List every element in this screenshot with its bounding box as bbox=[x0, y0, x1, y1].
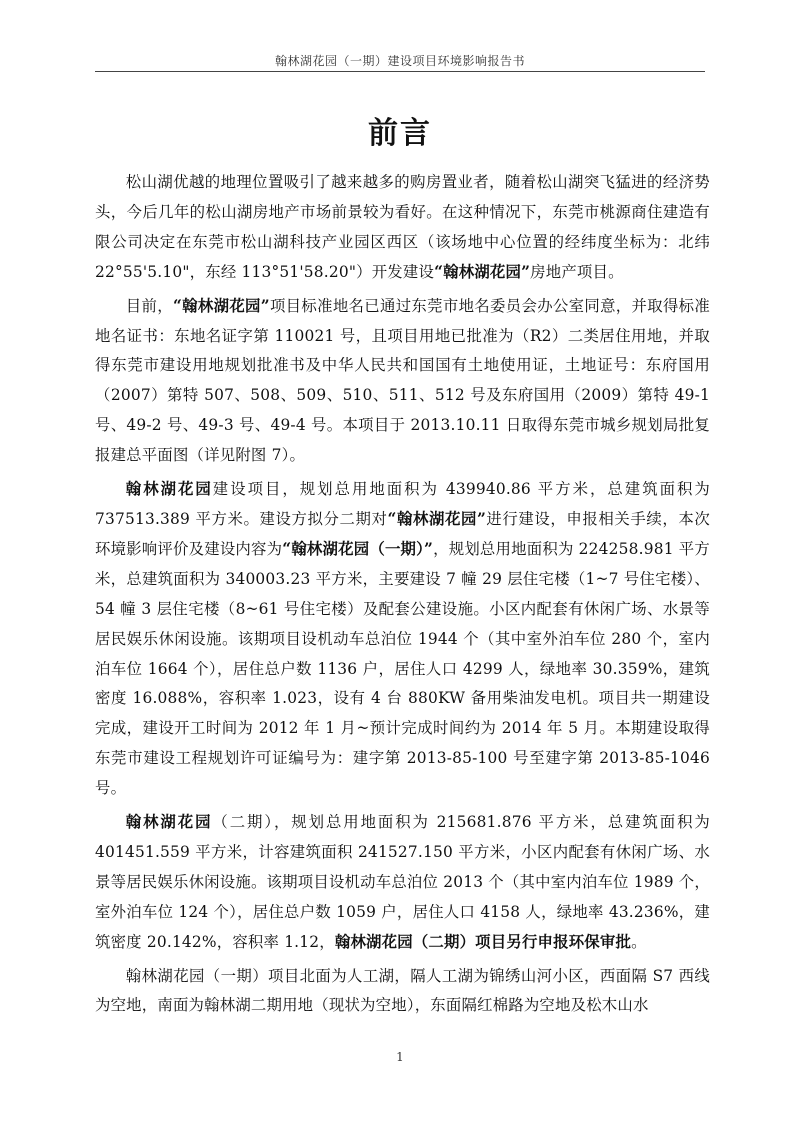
separate-approval-emphasis: 翰林湖花园（二期）项目另行申报环保审批 bbox=[334, 932, 632, 951]
text-segment: 进行建设，申报相关手续，本次环境影响评价及建设内容为 bbox=[95, 509, 710, 558]
text-segment: ，规划总用地面积为 224258.981 平方米，总建筑面积为 340003.23 平方米，主要建设 7 幢 29 层住宅楼（1~7 号住宅楼）、54 幢 3 层住宅楼（8~61 号住宅楼）及配套公建设施。小区内配套有休闲广场、水景等居民娱乐休闲设施。该期项目设机动车总泊位 1944 个（其中室外泊车位 280 个，室内泊车位 1664 个），居住总户数 1136 户，居住人口 4299 人，绿地率 30.359%，建筑密度 16.088%，容积率 1.023，设有 4 台 880KW 备用柴油发电机。项目共一期建设完成，建设开工时间为 2012 年 1 月~预计完成时间约为 2014 年 5 月。本期建设取得东莞市建设工程规划许可证编号为：建字第 2013-85-100 号至建字第 2013-85-1046 号。 bbox=[95, 539, 710, 798]
paragraph-land-certificate bbox=[95, 292, 710, 471]
text-segment: 松山湖优越的地理位置吸引了越来越多的购房置业者，随着松山湖突飞猛进的经济势头，今后几年的松山湖房地产市场前景较为看好。在这种情况下，东莞市桃源商住建造有限公司决定在东莞市松山湖科技产业园区西区（该场地中心位置的经纬度坐标为：北纬 22°55'5.10"，东经 113°51'58.20"）开发建设 bbox=[95, 173, 710, 281]
text-segment: （二期），规划总用地面积为 215681.876 平方米，总建筑面积为 401451.559 平方米，计容建筑面积 241527.150 平方米，小区内配套有休闲广场、水景等居民娱乐休闲设施。该期项目设机动车总泊位 2013 个（其中室内泊车位 1989 个，室外泊车位 124 个），居住总户数 1059 户，居住人口 4158 人，绿地率 43.236%，建筑密度 20.142%，容积率 1.12， bbox=[95, 813, 710, 951]
project-name-emphasis: 翰林湖花园 bbox=[125, 813, 213, 832]
paragraph-location bbox=[95, 168, 710, 288]
page-number: 1 bbox=[396, 1050, 404, 1064]
project-name-emphasis: “翰林湖花园（一期）” bbox=[282, 539, 434, 558]
paragraph-phase-one bbox=[95, 475, 710, 804]
project-name-emphasis: “翰林湖花园” bbox=[172, 296, 270, 315]
paragraph-surroundings bbox=[95, 962, 710, 1022]
text-segment: 。 bbox=[631, 932, 647, 951]
text-segment: 项目标准地名已通过东莞市地名委员会办公室同意，并取得标准地名证书：东地名证字第 110021 号，且项目用地已批准为（R2）二类居住用地，并取得东莞市建设用地规划批准书及中华人民共和国国有土地使用证，土地证号：东府国用（2007）第特 507、508、509、510、511、512 号及东府国用（2009）第特 49-1 号、49-2 号、49-3 号、49-4 号。本项目于 2013.10.11 日取得东莞市城乡规划局批复报建总平面图（详见附图 7）。 bbox=[95, 296, 710, 465]
paragraph-phase-two bbox=[95, 808, 710, 958]
project-name-emphasis: “翰林湖花园” bbox=[434, 262, 531, 281]
running-header: 翰林湖花园（一期）建设项目环境影响报告书 bbox=[274, 54, 525, 68]
text-segment: 房地产项目。 bbox=[530, 262, 624, 281]
text-segment: 翰林湖花园（一期）项目北面为人工湖，隔人工湖为锦绣山河小区，西面隔 S7 西线为空地，南面为翰林湖二期用地（现状为空地），东面隔红棉路为空地及松木山水 bbox=[95, 966, 710, 1015]
page-title: 前言 bbox=[368, 116, 432, 151]
project-name-emphasis: “翰林湖花园” bbox=[387, 509, 487, 528]
body-text bbox=[95, 168, 710, 1021]
project-name-emphasis: 翰林湖花园 bbox=[125, 480, 213, 499]
header-rule bbox=[95, 71, 705, 72]
text-segment: 建设项目，规划总用地面积为 439940.86 平方米，总建筑面积为 737513.389 平方米。建设方拟分二期对 bbox=[95, 480, 710, 528]
text-segment: 目前， bbox=[125, 296, 173, 315]
